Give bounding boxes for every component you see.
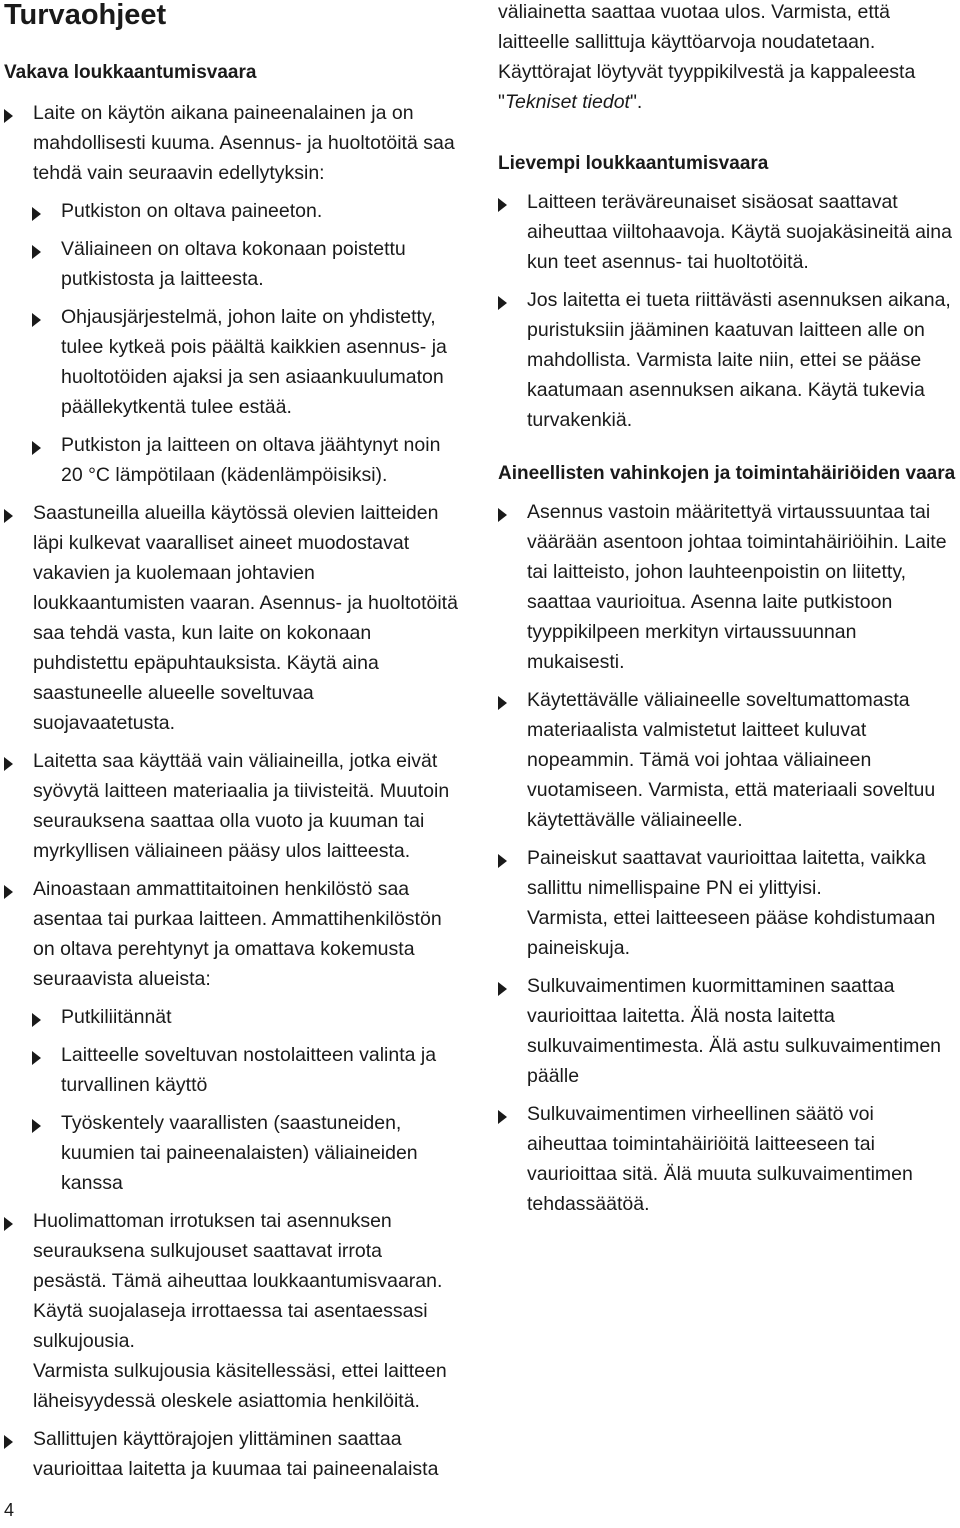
bullet-icon [32, 1013, 41, 1027]
list-item: Ohjausjärjestelmä, johon laite on yhdistetty, tulee kytkeä pois päältä kaikkien asennus- ja huoltotöiden ajaksi ja sen asiaankuulumaton päällekytkentä tulee estää. [32, 302, 460, 422]
bullet-icon [32, 441, 41, 455]
bullet-icon [498, 198, 507, 212]
list-item: Sulkuvaimentimen virheellinen säätö voi aiheuttaa toimintahäiriöitä laitteeseen tai vaurioittaa sitä. Älä muuta sulkuvaimentimen tehdassäätöä. [498, 1099, 958, 1219]
right-column [498, 0, 958, 1219]
list-item: Asennus vastoin määritettyä virtaussuuntaa tai väärään asentoon johtaa toimintahäiriöihin. Laite tai laitteisto, johon lauhteenpoistin on liitetty, saattaa vaurioitua. Asenna laite putkistoon tyyppikilpeen merkityn virtaussuunnan mukaisesti. [498, 497, 958, 677]
bullet-icon [32, 1119, 41, 1133]
list-item: Laitteen teräväreunaiset sisäosat saattavat aiheuttaa viiltohaavoja. Käytä suojakäsineitä aina kun teet asennus- tai huoltotöitä. [498, 187, 958, 277]
list-item: Saastuneilla alueilla käytössä olevien laitteiden läpi kulkevat vaaralliset aineet muodostavat vakavien ja kuolemaan johtavien loukkaantumisten vaaran. Asennus- ja huoltotöitä saa tehdä vasta, kun laite on kokonaan puhdistettu epäpuhtauksista. Käytä aina saastuneelle alueelle soveltuvaa suojavaatetusta. [4, 498, 460, 738]
page-title: Turvaohjeet [4, 0, 167, 31]
section-title-property-damage: Aineellisten vahinkojen ja toimintahäiriöiden vaara [498, 463, 956, 484]
bullet-icon [4, 509, 13, 523]
bullet-icon [32, 207, 41, 221]
bullet-icon [498, 696, 507, 710]
list-item: Sallittujen käyttörajojen ylittäminen saattaa vaurioittaa laitetta ja kuumaa tai paineenalaista [4, 1424, 460, 1484]
bullet-icon [32, 245, 41, 259]
bullet-icon [498, 982, 507, 996]
list-item: Väliaineen on oltava kokonaan poistettu putkistosta ja laitteesta. [32, 234, 460, 294]
list-item: Putkiliitännät [32, 1002, 460, 1032]
list-item: Laite on käytön aikana paineenalainen ja on mahdollisesti kuuma. Asennus- ja huoltotöitä saa tehdä vain seuraavin edellytyksin: [4, 98, 460, 188]
list-item: Putkiston on oltava paineeton. [32, 196, 460, 226]
bullet-icon [498, 1110, 507, 1124]
bullet-icon [4, 109, 13, 123]
bullet-icon [498, 508, 507, 522]
list-item: Ainoastaan ammattitaitoinen henkilöstö saa asentaa tai purkaa laitteen. Ammattihenkilöstön on oltava perehtynyt ja omattava kokemusta seuraavista alueista: [4, 874, 460, 994]
list-item: Paineiskut saattavat vaurioittaa laitetta, vaikka sallittu nimellispaine PN ei ylittyisi. Varmista, ettei laitteeseen pääse kohdistumaan paineiskuja. [498, 843, 958, 963]
list-item: Huolimattoman irrotuksen tai asennuksen seurauksena sulkujouset saattavat irrota pesästä. Tämä aiheuttaa loukkaantumisvaaran. Käytä suojalaseja irrottaessa tai asentaessasi sulkujousia. Varmista sulkujousia käsitellessäsi, ettei laitteen läheisyydessä oleskele asiattomia henkilöitä. [4, 1206, 460, 1416]
bullet-icon [32, 313, 41, 327]
bullet-icon [32, 1051, 41, 1065]
list-item: Sulkuvaimentimen kuormittaminen saattaa vaurioittaa laitetta. Älä nosta laitetta sulkuvaimentimesta. Älä astu sulkuvaimentimen päälle [498, 971, 958, 1091]
list-item: Laitteelle soveltuvan nostolaitteen valinta ja turvallinen käyttö [32, 1040, 460, 1100]
list-item: Putkiston ja laitteen on oltava jäähtynyt noin 20 °C lämpötilaan (kädenlämpöisiksi). [32, 430, 460, 490]
bullet-icon [4, 757, 13, 771]
continued-text: väliainetta saattaa vuotaa ulos. Varmista, että laitteelle sallittuja käyttöarvoja noudatetaan. Käyttörajat löytyvät tyyppikilvestä ja kappaleesta "Tekniset tiedot". [498, 1, 916, 113]
bullet-icon [4, 1435, 13, 1449]
section-reference: Tekniset tiedot [504, 91, 630, 113]
bullet-icon [4, 885, 13, 899]
left-column [4, 0, 460, 1484]
page-number: 4 [4, 1500, 15, 1520]
bullet-icon [4, 1217, 13, 1231]
list-item: Laitetta saa käyttää vain väliaineilla, jotka eivät syövytä laitteen materiaalia ja tiivisteitä. Muutoin seurauksena saattaa olla vuoto ja kuuman tai myrkyllisen väliaineen pääsy ulos laitteesta. [4, 746, 460, 866]
section-title-minor-injury: Lievempi loukkaantumisvaara [498, 153, 769, 174]
bullet-icon [498, 296, 507, 310]
list-item: Jos laitetta ei tueta riittävästi asennuksen aikana, puristuksiin jääminen kaatuvan laitteen alle on mahdollista. Varmista laite niin, ettei se pääse kaatumaan asennuksen aikana. Käytä tukevia turvakenkiä. [498, 285, 958, 435]
bullet-icon [498, 854, 507, 868]
section-title-serious-injury: Vakava loukkaantumisvaara [4, 62, 257, 83]
list-item: Käytettävälle väliaineelle soveltumattomasta materiaalista valmistetut laitteet kuluvat nopeammin. Tämä voi johtaa väliaineen vuotamiseen. Varmista, että materiaali soveltuu käytettävälle väliaineelle. [498, 685, 958, 835]
list-item: Työskentely vaarallisten (saastuneiden, kuumien tai paineenalaisten) väliaineiden kanssa [32, 1108, 460, 1198]
